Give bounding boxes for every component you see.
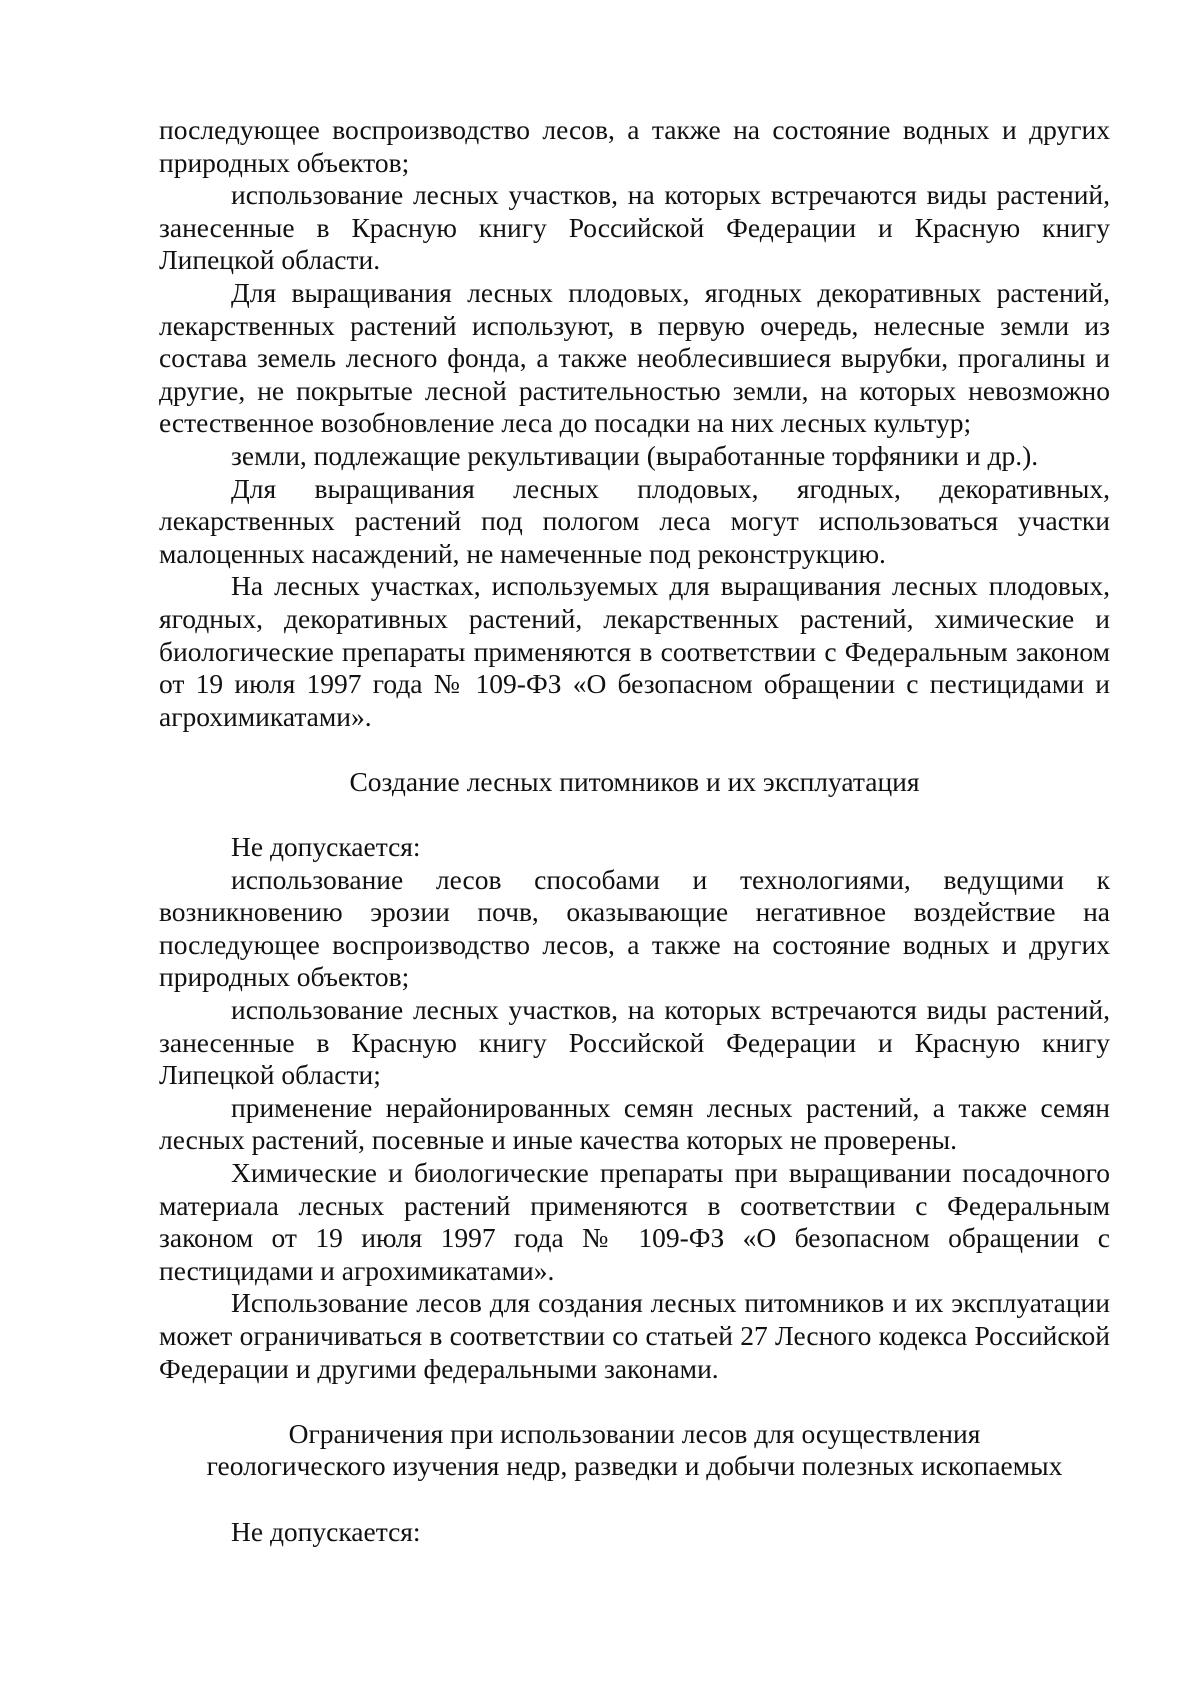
paragraph: Для выращивания лесных плодовых, ягодных декоративных растений, лекарственных растений используют, в первую очередь, нелесные земли из состава земель лесного фонда, а также необлесившиеся вырубки, прогалины и другие, не покрытые лесной растительностью земли, на которых невозможно естественное возобновление леса до посадки на них лесных культур; xyxy=(159,276,1110,439)
paragraph: Для выращивания лесных плодовых, ягодных, декоративных, лекарственных растений под пологом леса могут использоваться участки малоценных насаждений, не намеченные под реконструкцию. xyxy=(159,472,1110,569)
section-heading-line: Ограничения при использовании лесов для осуществления xyxy=(288,1417,981,1449)
blank-line xyxy=(159,733,1110,766)
paragraph: использование лесов способами и технологиями, ведущими к возникновению эрозии почв, оказывающие негативное воздействие на последующее воспроизводство лесов, а также на состояние водных и других природных объектов; xyxy=(159,863,1110,993)
paragraph: земли, подлежащие рекультивации (выработанные торфяники и др.). xyxy=(231,439,1039,471)
paragraph: Не допускается: xyxy=(231,1515,421,1547)
paragraph: Использование лесов для создания лесных питомников и их эксплуатации может ограничиваться в соответствии со статьей 27 Лесного кодекса Российской Федерации и другими федеральными законами. xyxy=(159,1287,1110,1384)
paragraph: Не допускается: xyxy=(231,831,421,863)
section-heading-nurseries: Создание лесных питомников и их эксплуатация xyxy=(349,765,920,797)
blank-line xyxy=(159,1385,1110,1418)
blank-line xyxy=(159,1483,1110,1516)
paragraph: использование лесных участков, на которых встречаются виды растений, занесенные в Красную книгу Российской Федерации и Красную книгу Липецкой области. xyxy=(159,179,1110,276)
blank-line xyxy=(159,798,1110,831)
section-heading-line: геологического изучения недр, разведки и добычи полезных ископаемых xyxy=(206,1450,1063,1482)
paragraph: Химические и биологические препараты при выращивании посадочного материала лесных растений применяются в соответствии с Федеральным законом от 19 июля 1997 года № 109-ФЗ «О безопасном обращении с пестицидами и агрохимикатами». xyxy=(159,1157,1110,1286)
paragraph: последующее воспроизводство лесов, а также на состояние водных и других природных объектов; xyxy=(159,114,1110,178)
paragraph: использование лесных участков, на которых встречаются виды растений, занесенные в Красную книгу Российской Федерации и Красную книгу Липецкой области; xyxy=(159,994,1110,1091)
paragraph: На лесных участках, используемых для выращивания лесных плодовых, ягодных, декоративных растений, лекарственных растений, химические и биологические препараты применяются в соответствии с Федеральным законом от 19 июля 1997 года № 109-ФЗ «О безопасном обращении с пестицидами и агрохимикатами». xyxy=(159,570,1110,732)
document-page xyxy=(159,114,1110,1548)
paragraph: применение нерайонированных семян лесных растений, а также семян лесных растений, посевные и иные качества которых не проверены. xyxy=(159,1091,1110,1156)
section-heading-geology xyxy=(159,1418,1110,1483)
